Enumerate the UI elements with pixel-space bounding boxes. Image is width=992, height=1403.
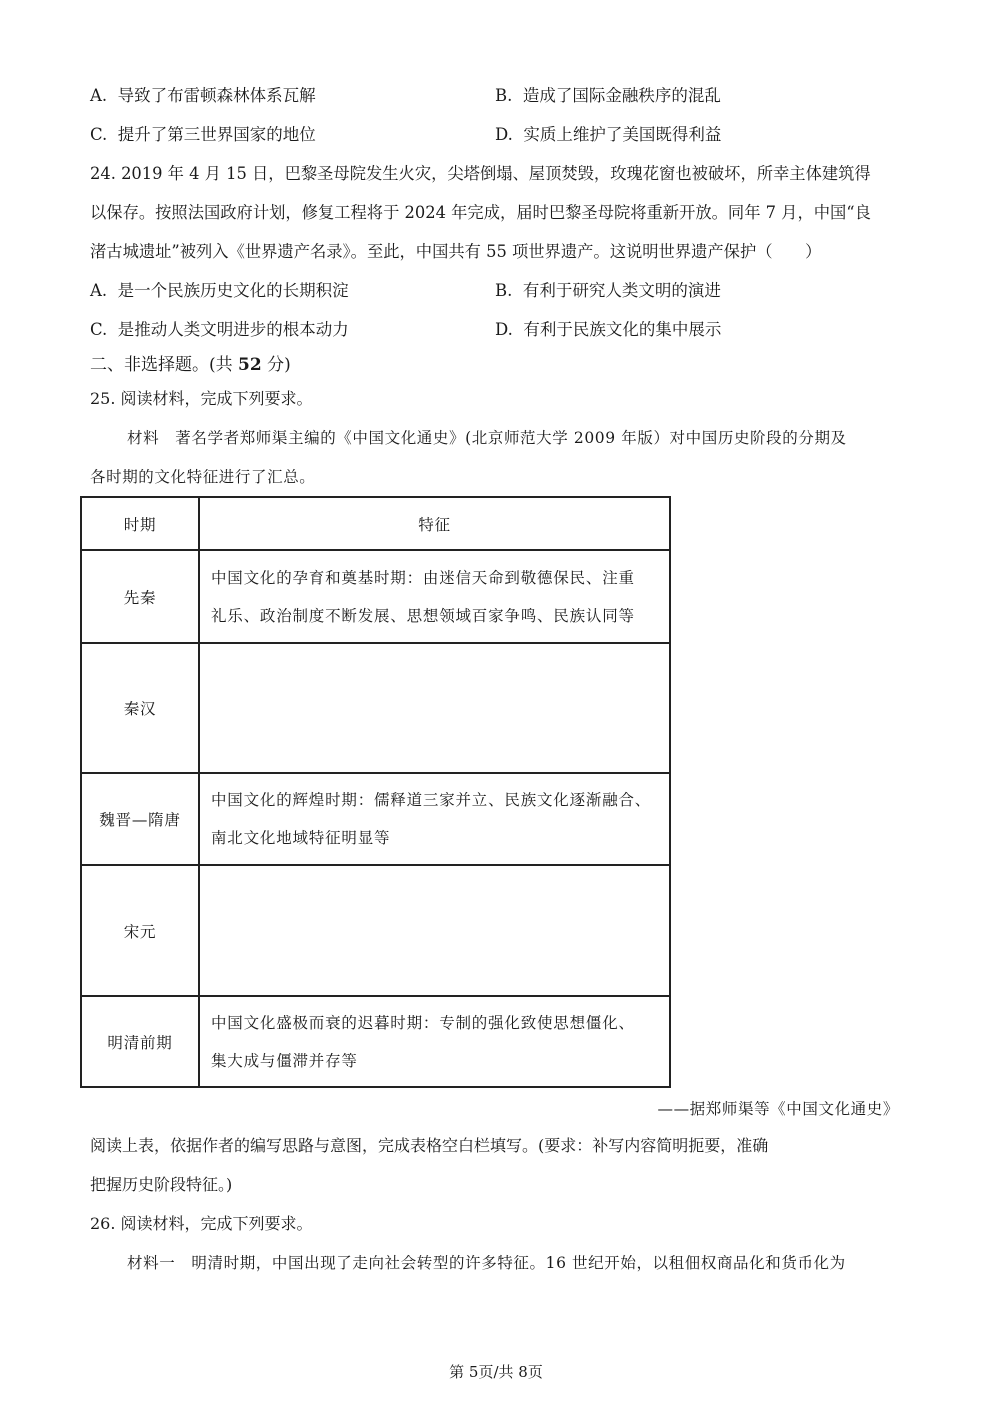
feature-cell-blank	[199, 643, 670, 773]
q23-option-c: C. 提升了第三世界国家的地位	[90, 125, 316, 144]
q24-stem-line: 渚古城遗址”被列入《世界遗产名录》。至此，中国共有 55 项世界遗产。这说明世界遗产保护（ ）	[90, 242, 822, 261]
page-footer: 第 5页/共 8页	[449, 1363, 543, 1381]
table-row	[81, 996, 670, 1087]
culture-period-table	[80, 496, 671, 1088]
q23-option-d: D. 实质上维护了美国既得利益	[495, 125, 722, 144]
q26-material-line: 材料一 明清时期，中国出现了走向社会转型的许多特征。16 世纪开始，以租佃权商品化和货币化为	[127, 1254, 846, 1272]
table-row	[81, 550, 670, 643]
table-row	[81, 643, 670, 773]
table-row	[81, 865, 670, 996]
q25-material-line: 材料 著名学者郑师渠主编的《中国文化通史》(北京师范大学 2009 年版）对中国历史阶段的分期及	[127, 429, 847, 447]
q23-option-a: A. 导致了布雷顿森林体系瓦解	[90, 86, 316, 105]
table-source: ——据郑师渠等《中国文化通史》	[657, 1100, 899, 1118]
q26-stem: 26. 阅读材料，完成下列要求。	[90, 1214, 313, 1233]
q25-task-line: 阅读上表，依据作者的编写思路与意图，完成表格空白栏填写。(要求：补写内容简明扼要，准确	[90, 1136, 769, 1155]
feature-line: 集大成与僵滞并存等	[211, 1051, 358, 1070]
period-cell: 魏晋—隋唐	[81, 773, 199, 865]
feature-cell-blank	[199, 865, 670, 996]
q23-option-b: B. 造成了国际金融秩序的混乱	[495, 86, 721, 105]
q25-stem: 25. 阅读材料，完成下列要求。	[90, 389, 313, 408]
q25-task-line: 把握历史阶段特征。)	[90, 1175, 233, 1194]
table-header-row	[81, 497, 670, 550]
header-period: 时期	[81, 497, 199, 550]
feature-cell	[199, 773, 670, 865]
table-row	[81, 773, 670, 865]
q24-option-c: C. 是推动人类文明进步的根本动力	[90, 320, 349, 339]
q24-option-b: B. 有利于研究人类文明的演进	[495, 281, 721, 300]
q24-stem-line: 以保存。按照法国政府计划，修复工程将于 2024 年完成，届时巴黎圣母院将重新开放。同年 7 月，中国“良	[90, 203, 871, 222]
q24-option-d: D. 有利于民族文化的集中展示	[495, 320, 722, 339]
feature-line: 南北文化地域特征明显等	[211, 829, 391, 847]
feature-cell	[199, 550, 670, 643]
q24-stem-line: 24. 2019 年 4 月 15 日，巴黎圣母院发生火灾，尖塔倒塌、屋顶焚毁，玫瑰花窗也被破坏，所幸主体建筑得	[90, 164, 871, 183]
feature-line: 中国文化的辉煌时期：儒释道三家并立、民族文化逐渐融合、	[211, 791, 652, 809]
q25-material-line: 各时期的文化特征进行了汇总。	[90, 468, 316, 486]
period-cell: 先秦	[81, 550, 199, 643]
q24-option-a: A. 是一个民族历史文化的长期积淀	[90, 281, 349, 300]
period-cell: 宋元	[81, 865, 199, 996]
section-heading: 二、非选择题。(共 52 分)	[90, 355, 291, 375]
feature-cell	[199, 996, 670, 1087]
period-cell: 秦汉	[81, 643, 199, 773]
period-cell: 明清前期	[81, 996, 199, 1087]
feature-line: 中国文化的孕育和奠基时期：由迷信天命到敬德保民、注重	[211, 568, 635, 587]
feature-line: 礼乐、政治制度不断发展、思想领域百家争鸣、民族认同等	[211, 606, 635, 625]
header-feature: 特征	[199, 497, 670, 550]
feature-line: 中国文化盛极而衰的迟暮时期：专制的强化致使思想僵化、	[211, 1013, 635, 1032]
